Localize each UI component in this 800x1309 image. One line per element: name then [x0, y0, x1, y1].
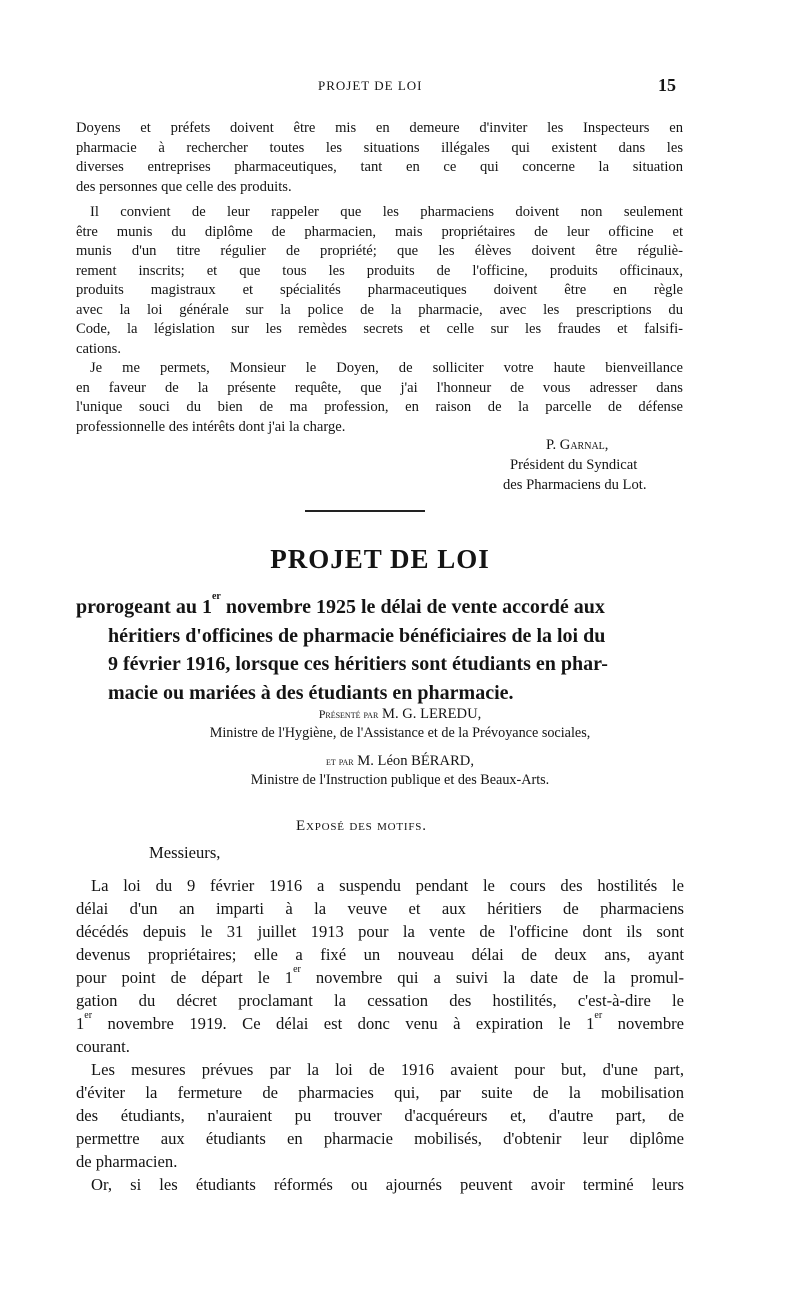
top-para-1-line-1: Doyens et préfets doivent être mis en demeure d'inviter les Inspecteurs en	[76, 120, 683, 136]
top-para-2-line-5: produits magistraux et spécialités pharmaceutiques doivent être en règle	[76, 282, 683, 298]
running-title: PROJET DE LOI	[318, 78, 423, 93]
body-p1-line-7: 1er novembre 1919. Ce délai est donc venu à expiration le 1er novembre	[76, 1010, 685, 1033]
presenter-2-role: Ministre de l'Instruction publique et des Beaux-Arts.	[250, 772, 550, 788]
body-p1-line-5: pour point de départ le 1er novembre qui a suivi la date de la promul-	[76, 964, 684, 987]
body-p1-line-2: délai d'un an imparti à la veuve et aux héritiers de pharmaciens	[76, 899, 684, 918]
salutation: Messieurs,	[149, 843, 221, 862]
body-p1-line-3: décédés depuis le 31 juillet 1913 pour la vente de l'officine dont ils sont	[76, 922, 684, 941]
section-separator	[305, 510, 425, 512]
signature-name: P. Garnal,	[546, 437, 609, 453]
top-para-2-line-3: munis d'un titre régulier de propriété; que les élèves doivent être réguliè-	[76, 243, 683, 259]
body-p3-line-1: Or, si les étudiants réformés ou ajournés peuvent avoir terminé leurs	[91, 1175, 684, 1194]
top-para-2-line-8: cations.	[76, 340, 121, 357]
signature-title-line-2: des Pharmaciens du Lot.	[503, 477, 647, 493]
section-heading: Exposé des motifs.	[296, 818, 427, 834]
top-para-3-line-4: professionnelle des intérêts dont j'ai la charge.	[76, 418, 346, 435]
top-para-1-line-4: des personnes que celle des produits.	[76, 178, 292, 195]
bill-subtitle-line-4: macie ou mariées à des étudiants en pharmacie.	[108, 681, 514, 704]
body-p1-line-8: courant.	[76, 1037, 130, 1056]
top-para-2-line-7: Code, la législation sur les remèdes secrets et celle sur les fraudes et falsifi-	[76, 321, 683, 337]
top-para-3-line-3: l'unique souci du bien de ma profession, en raison de la parcelle de défense	[76, 399, 683, 415]
top-para-1-line-2: pharmacie à rechercher toutes les situations illégales qui existent dans les	[76, 139, 683, 156]
body-p2-line-1: Les mesures prévues par la loi de 1916 avaient pour but, d'une part,	[91, 1060, 684, 1079]
presenter-1-role: Ministre de l'Hygiène, de l'Assistance et de la Prévoyance sociales,	[209, 725, 591, 741]
body-p2-line-3: des étudiants, n'auraient pu trouver d'acquéreurs et, d'autre part, de	[76, 1106, 684, 1125]
body-p2-line-5: de pharmacien.	[76, 1152, 178, 1171]
presenter-1-line: Présenté par M. G. LEREDU,	[318, 706, 482, 722]
body-p1-line-4: devenus propriétaires; elle a fixé un nouveau délai de deux ans, ayant	[76, 945, 684, 964]
bill-subtitle-line-3: 9 février 1916, lorsque ces héritiers sont étudiants en phar-	[108, 653, 608, 675]
presenter-2-line: et par M. Léon BÉRARD,	[325, 753, 474, 769]
top-para-1-line-3: diverses entreprises pharmaceutiques, tant en ce qui concerne la situation	[76, 159, 683, 175]
body-p2-line-2: d'éviter la fermeture de pharmacies qui, par suite de la mobilisation	[76, 1083, 684, 1102]
bill-title: PROJET DE LOI	[270, 544, 490, 574]
top-para-3-line-2: en faveur de la présente requête, que j'ai l'honneur de vous adresser dans	[76, 379, 683, 396]
page-number: 15	[658, 75, 676, 95]
top-para-2-line-2: être munis du diplôme de pharmacien, mais propriétaires de leur officine et	[76, 223, 683, 240]
body-p2-line-4: permettre aux étudiants en pharmacie mobilisés, d'obtenir leur diplôme	[76, 1129, 684, 1148]
bill-subtitle-line-2: héritiers d'officines de pharmacie bénéficiaires de la loi du	[108, 624, 606, 647]
top-para-3-line-1: Je me permets, Monsieur le Doyen, de solliciter votre haute bienveillance	[90, 360, 683, 376]
body-p1-line-1: La loi du 9 février 1916 a suspendu pendant le cours des hostilités le	[91, 876, 684, 895]
top-para-2-line-6: avec la loi générale sur la police de la pharmacie, avec les prescriptions du	[76, 301, 683, 318]
top-para-2-line-4: rement inscrits; et que tous les produits de l'officine, produits officinaux,	[76, 262, 683, 279]
body-p1-line-6: gation du décret proclamant la cessation des hostilités, c'est-à-dire le	[76, 991, 684, 1010]
top-para-2-line-1: Il convient de leur rappeler que les pharmaciens doivent non seulement	[90, 204, 683, 220]
signature-title-line-1: Président du Syndicat	[510, 457, 638, 473]
bill-subtitle-line-1: prorogeant au 1er novembre 1925 le délai de vente accordé aux	[76, 591, 605, 618]
